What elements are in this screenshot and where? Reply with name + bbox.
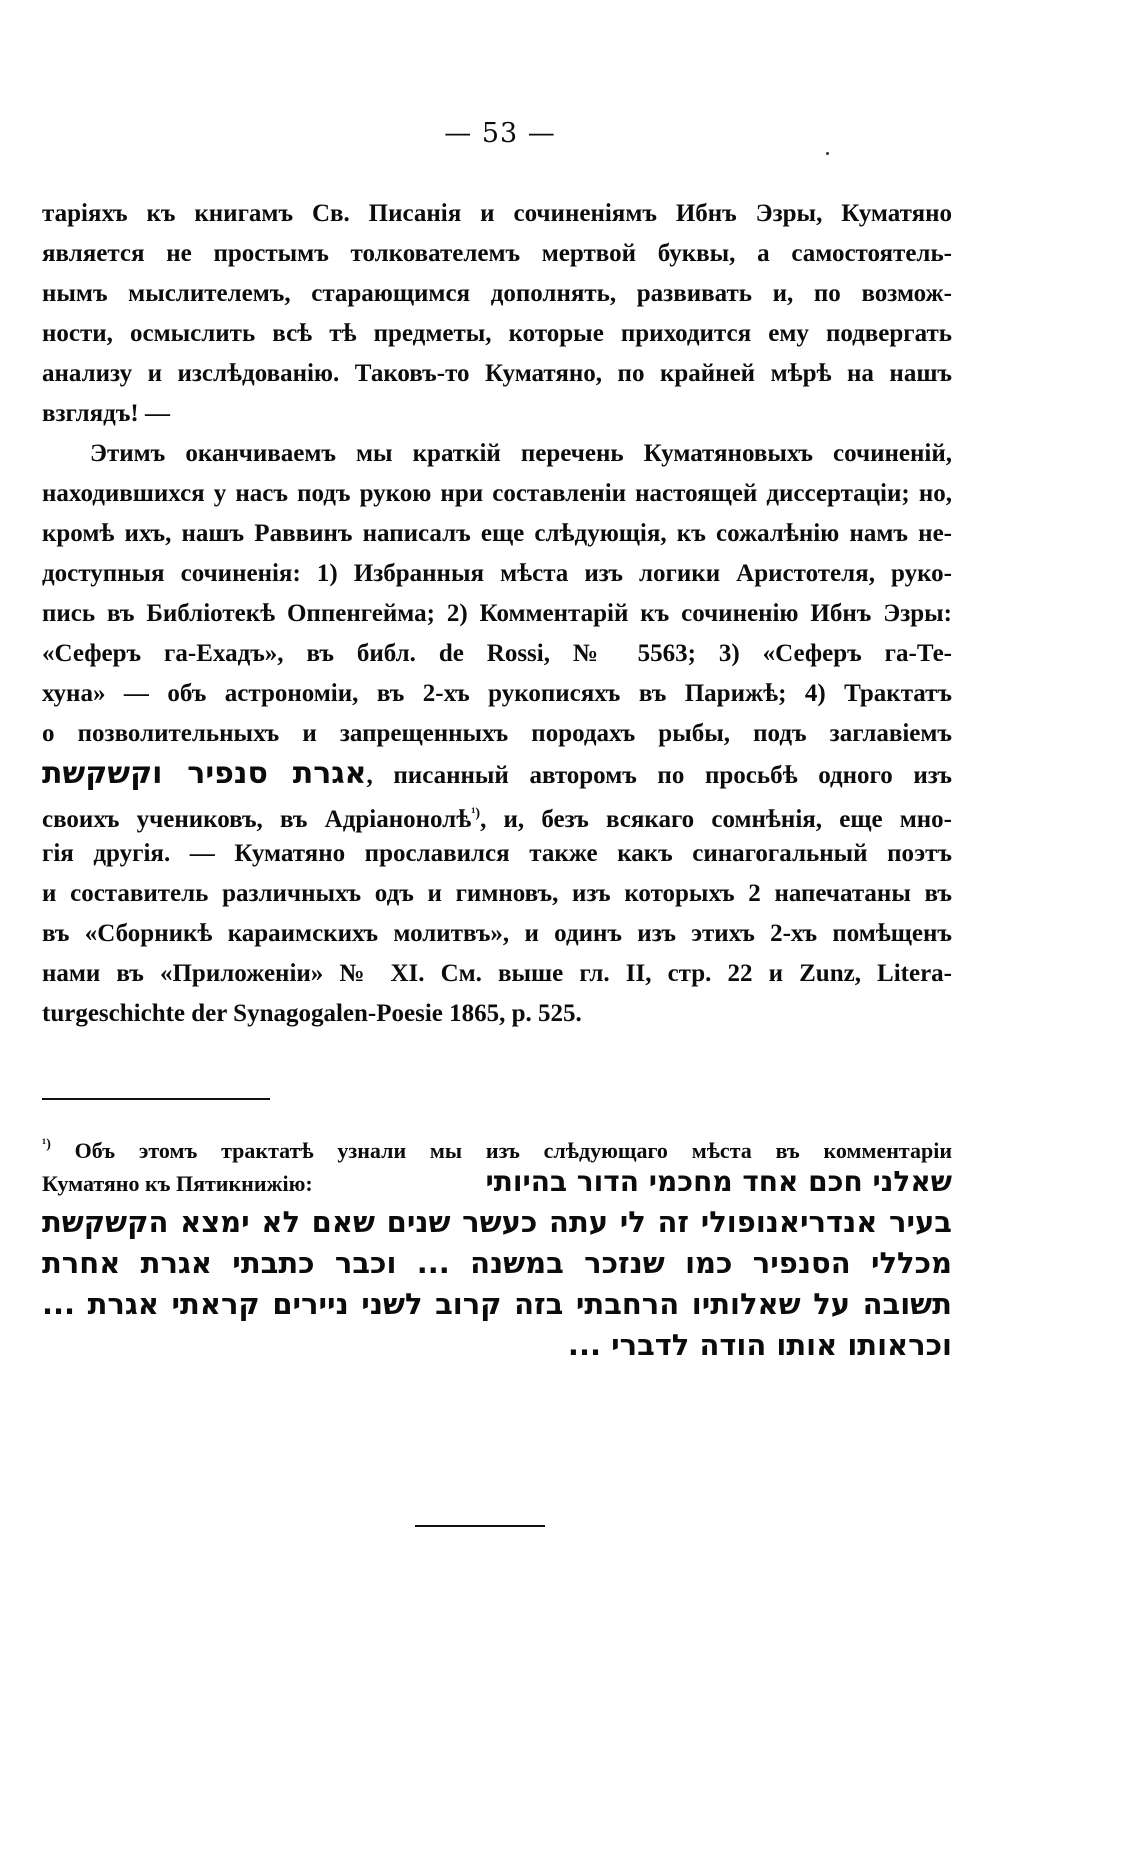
footnote-hebrew-line: בעיר אנדריאנופולי זה לי עתה כעשר שנים שאם לא ימצא הקשקשת <box>42 1205 952 1239</box>
footnote-hebrew-line: תשובה על שאלותיו הרחבתי בזה קרוב לשני ניירים קראתי אגרת ... <box>42 1287 952 1321</box>
body-line: доступныя сочиненія: 1) Избранныя мѣста изъ логики Аристотеля, руко- <box>42 560 952 587</box>
body-text <box>42 194 952 1034</box>
footnote-hebrew-text: שאלני חכם אחד מחכמי הדור בהיותי <box>485 1165 952 1198</box>
body-line: нымъ мыслителемъ, старающимся дополнять, развивать и, по возмож- <box>42 280 952 307</box>
page-number: — 53 — <box>444 118 556 149</box>
footnote-marker: ¹) <box>42 1137 51 1152</box>
body-line: нами въ «Приложеніи» № XI. См. выше гл. II, стр. 22 и Zunz, Litera- <box>42 960 952 987</box>
body-line-with-footnote-ref <box>42 794 952 834</box>
body-line: «Сеферъ га-Ехадъ», въ библ. de Rossi, № 5563; 3) «Сеферъ га-Те- <box>42 640 952 667</box>
body-line: кромѣ ихъ, нашъ Раввинъ написалъ еще слѣдующія, къ сожалѣнію намъ не- <box>42 520 952 547</box>
body-line: о позволительныхъ и запрещенныхъ породахъ рыбы, подъ заглавіемъ <box>42 720 952 747</box>
footnote-text: Объ этомъ трактатѣ узнали мы изъ слѣдующаго мѣста въ комментаріи <box>74 1138 953 1163</box>
paragraph-start-line: Этимъ оканчиваемъ мы краткій перечень Куматяновыхъ сочиненій, <box>90 440 952 467</box>
body-line-fragment: своихъ учениковъ, въ Адріанонолѣ <box>42 806 472 833</box>
footnote-line <box>42 1128 952 1162</box>
body-line: въ «Сборникѣ караимскихъ молитвъ», и одинъ изъ этихъ 2-хъ помѣщенъ <box>42 920 952 947</box>
body-line: turgeschichte der Synagogalen-Poesie 1865, p. 525. <box>42 1000 582 1027</box>
body-line: таріяхъ къ книгамъ Св. Писанія и сочиненіямъ Ибнъ Эзры, Куматяно <box>42 200 952 227</box>
body-line: взглядъ! — <box>42 400 170 427</box>
footnote <box>42 1128 952 1366</box>
body-line: и составитель различныхъ одъ и гимновъ, изъ которыхъ 2 напечатаны въ <box>42 880 952 907</box>
body-line: хуна» — объ астрономіи, въ 2-хъ рукописяхъ въ Парижѣ; 4) Трактатъ <box>42 680 952 707</box>
body-line: является не простымъ толкователемъ мертвой буквы, а самостоятель- <box>42 240 952 267</box>
footnote-hebrew-line: מכללי הסנפיר כמו שנזכר במשנה ... וכבר כתבתי אגרת אחרת <box>42 1246 952 1280</box>
footnote-reference: ¹) <box>471 806 481 821</box>
footnote-text: Куматяно къ Пятикнижію: <box>42 1171 313 1196</box>
footnote-line-mixed <box>42 1162 952 1202</box>
body-line: находившихся у насъ подъ рукою нри составленіи настоящей диссертаціи; но, <box>42 480 952 507</box>
footnote-separator <box>42 1098 270 1100</box>
body-line-fragment: , и, безъ всякаго сомнѣнія, еще мно- <box>480 806 952 833</box>
print-speck <box>826 152 829 155</box>
body-line: пись въ Библіотекѣ Оппенгейма; 2) Комментарій къ сочиненію Ибнъ Эзры: <box>42 600 952 627</box>
body-line-fragment: , писанный авторомъ по просьбѣ одного изъ <box>366 762 952 789</box>
body-line: ности, осмыслить всѣ тѣ предметы, которые приходится ему подвергать <box>42 320 952 347</box>
body-line: анализу и изслѣдованію. Таковъ-то Куматяно, по крайней мѣрѣ на нашъ <box>42 360 952 387</box>
footnote-hebrew-line: וכראותו אותו הודה לדברי ... <box>567 1328 952 1362</box>
body-line-with-hebrew-title <box>42 754 952 794</box>
hebrew-title: אגרת סנפיר וקשקשת <box>42 756 367 791</box>
body-line: гія другія. — Куматяно прославился также какъ синагогальный поэтъ <box>42 840 952 867</box>
end-rule <box>415 1525 545 1527</box>
